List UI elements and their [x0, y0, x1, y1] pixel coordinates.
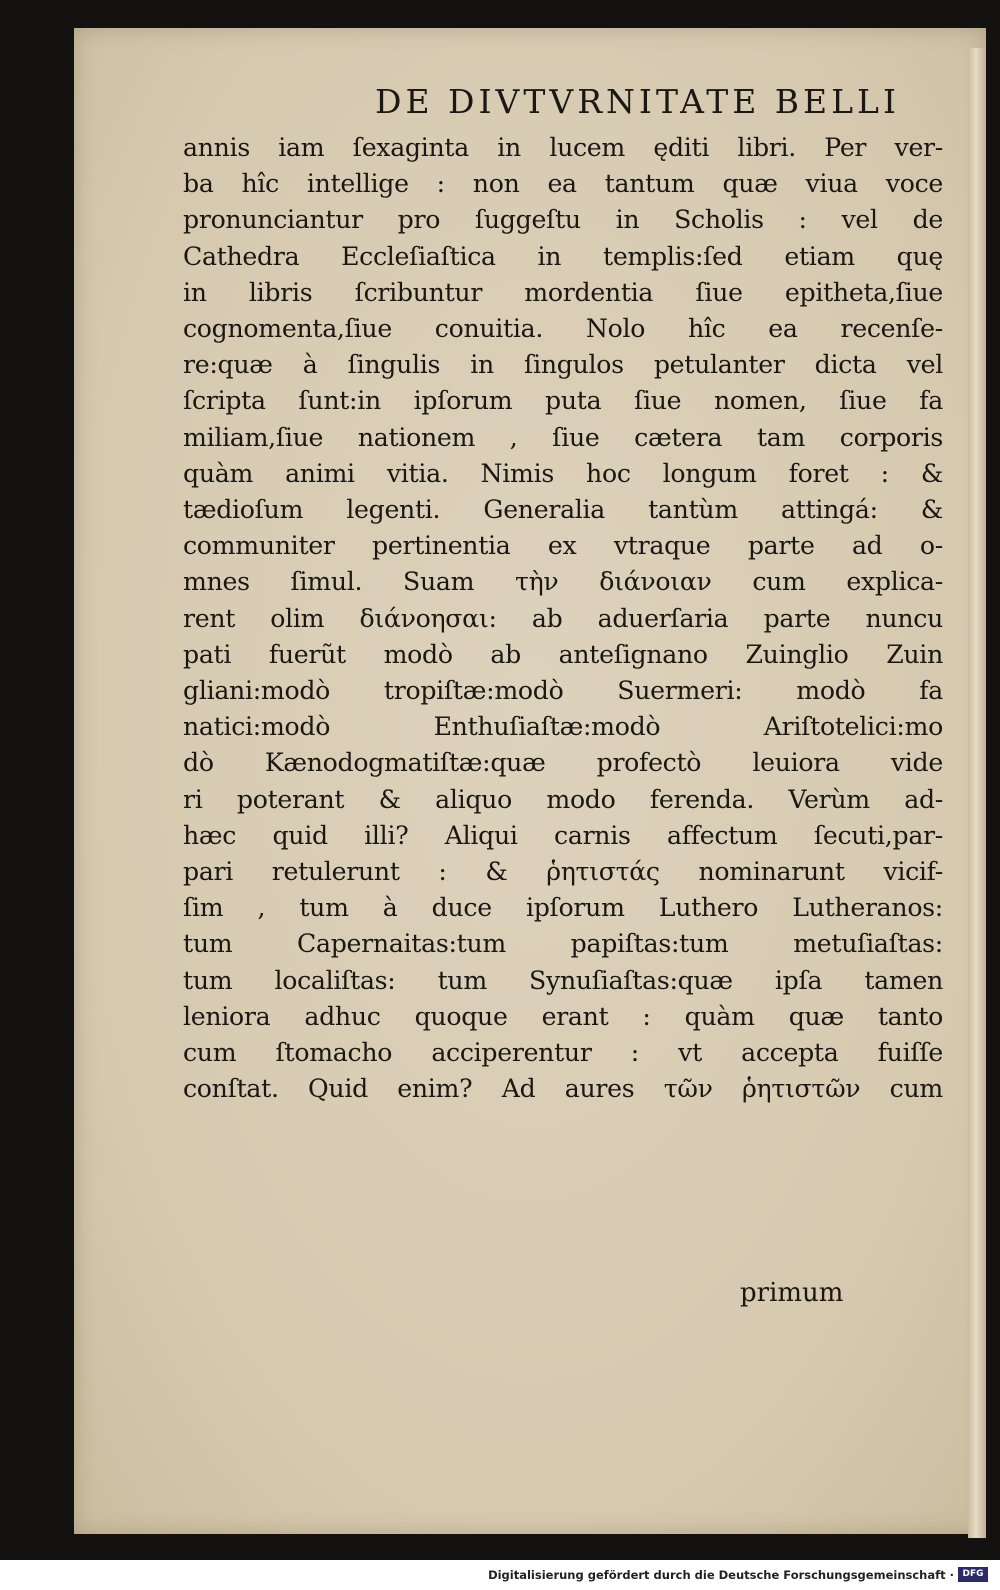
running-head: DE DIVTVRNITATE BELLI	[375, 82, 900, 121]
text-line: annis iam ſexaginta in lucem ęditi libri. Per ver-	[183, 133, 943, 162]
text-line: pronunciantur pro ſuggeſtu in Scholis : vel de	[183, 205, 943, 235]
text-line: communiter pertinentia ex vtraque parte ad o-	[183, 531, 943, 561]
page-edge	[968, 48, 986, 1538]
text-line: cognomenta,ſiue conuitia. Nolo hîc ea recenſe-	[183, 314, 943, 344]
text-line: Cathedra Eccleſiaſtica in templis:ſed etiam quę	[183, 241, 943, 271]
text-line: quàm animi vitia. Nimis hoc longum foret : &	[183, 458, 943, 488]
text-line: rent olim διάνοησαι: ab aduerſaria parte nuncu	[183, 603, 943, 633]
text-line: ri poterant & aliquo modo ferenda. Verùm ad-	[183, 784, 943, 814]
dfg-logo: DFG	[958, 1567, 988, 1582]
body-text	[183, 130, 943, 1107]
text-line: natici:modò Enthuſiaſtæ:modò Ariſtotelici:mo	[183, 712, 943, 742]
catchword: primum	[740, 1278, 844, 1308]
text-line: gliani:modò tropiſtæ:modò Suermeri: modò fa	[183, 676, 943, 706]
text-line: ſim , tum à duce ipſorum Luthero Lutheranos:	[183, 893, 943, 923]
text-line: hæc quid illi? Aliqui carnis affectum ſecuti,par-	[183, 820, 943, 850]
digitization-footer	[0, 1560, 1000, 1590]
text-line: ba hîc intellige : non ea tantum quæ viua voce	[183, 169, 943, 199]
text-line: miliam,ſiue nationem , ſiue cætera tam corporis	[183, 422, 943, 452]
text-line: dò Kænodogmatiſtæ:quæ profectò leuiora vide	[183, 748, 943, 778]
text-line: in libris ſcribuntur mordentia ſiue epitheta,ſiue	[183, 277, 943, 307]
text-line: tum Capernaitas:tum papiſtas:tum metuſiaſtas:	[183, 929, 943, 959]
text-line: leniora adhuc quoque erant : quàm quæ tanto	[183, 1001, 943, 1031]
text-line: mnes ſimul. Suam τὴν διάνοιαν cum explica-	[183, 567, 943, 597]
text-line: pati fuerũt modò ab anteſignano Zuinglio Zuin	[183, 639, 943, 669]
text-line: cum ſtomacho acciperentur : vt accepta fuiſſe	[183, 1038, 943, 1068]
text-line: re:quæ à ſingulis in ſingulos petulanter dicta vel	[183, 350, 943, 380]
footer-credit: Digitalisierung gefördert durch die Deutsche Forschungsgemeinschaft ·	[488, 1568, 954, 1582]
text-line: tum localiſtas: tum Synuſiaſtas:quæ ipſa tamen	[183, 965, 943, 995]
text-line: pari retulerunt : & ῥητιστάς nominarunt vicif-	[183, 857, 943, 887]
text-line: conſtat. Quid enim? Ad aures τῶν ῥητιστῶν cum	[183, 1074, 943, 1104]
text-line: ſcripta ſunt:in ipſorum puta ſiue nomen, ſiue fa	[183, 386, 943, 416]
text-line: tædioſum legenti. Generalia tantùm attingá: &	[183, 495, 943, 525]
